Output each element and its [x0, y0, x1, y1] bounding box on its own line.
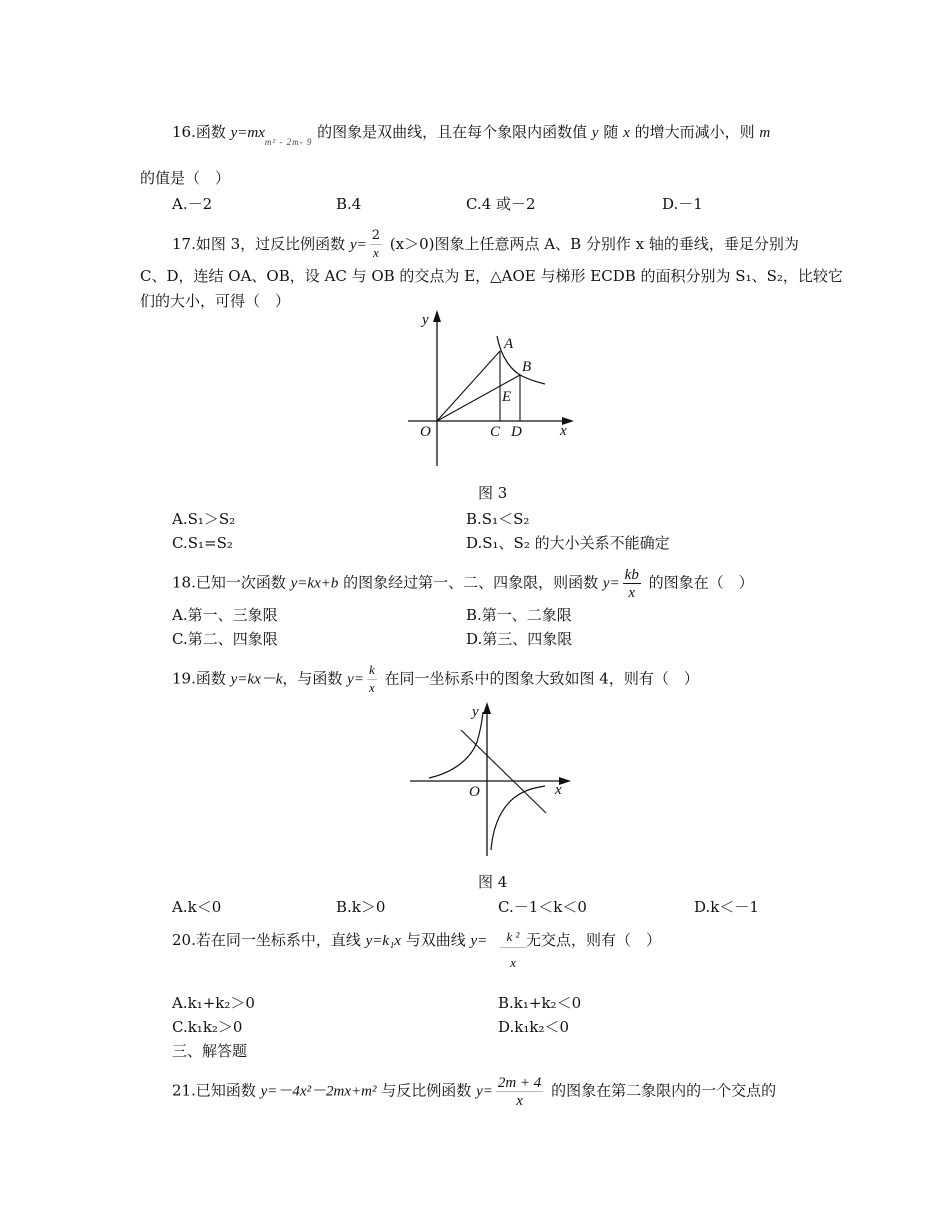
q20-suffix: 无交点，则有（ ）	[526, 931, 662, 949]
q17-option-b: B.S₁＜S₂	[466, 510, 530, 528]
fig4-line	[461, 730, 546, 813]
q20-option-d: D.k₁k₂＜0	[498, 1018, 570, 1036]
fig3-label-y: y	[422, 312, 429, 328]
q17-line3: 们的大小，可得（ ）	[140, 292, 291, 310]
q17-line1: 17.如图 3，过反比例函数 y= $\frac{2}{x}$ (x＞0)图象上任意两点 A、B 分别作 x 轴的垂线，垂足分别为	[172, 228, 799, 260]
q19-line1: 19.函数 y=kx－k，与函数 y= $\frac{k}{x}$ 在同一坐标系中的图象大致如图 4，则有（ ）	[172, 662, 699, 695]
q18-option-d: D.第三、四象限	[466, 630, 573, 648]
figure-3	[400, 308, 580, 470]
fig4-y-arrow	[483, 702, 491, 714]
q19-option-d: D.k＜－1	[694, 898, 759, 916]
q21-fraction: $\frac{2m + 4}{x}$	[497, 1075, 542, 1109]
q16-option-b: B.4	[336, 195, 362, 213]
figure-4-caption: 图 4	[478, 873, 508, 891]
fig3-line-oa	[437, 351, 500, 421]
fig3-y-arrow	[433, 310, 441, 322]
q17-fraction: $\frac{2}{x}$	[371, 228, 380, 260]
figure-3-caption: 图 3	[478, 484, 508, 502]
q20-option-c: C.k₁k₂＞0	[172, 1018, 243, 1036]
fig4-label-y: y	[472, 704, 479, 720]
q17-option-c: C.S₁=S₂	[172, 534, 233, 552]
q16-line2: 的值是（ ）	[140, 169, 231, 187]
q20-option-a: A.k₁+k₂＞0	[172, 994, 255, 1012]
q18-line1: 18.已知一次函数 y=kx+b 的图象经过第一、二、四象限，则函数 y= $\frac{kb}{x}$ 的图象在（ ）	[172, 567, 754, 601]
figure-4	[405, 700, 580, 860]
fig4-label-o: O	[469, 784, 480, 800]
q20-option-b: B.k₁+k₂＜0	[498, 994, 582, 1012]
fig3-label-d: D	[511, 424, 522, 440]
fig4-hyperbola-lower	[491, 786, 545, 850]
fig3-label-b: B	[522, 359, 532, 375]
q16-line1: 16.函数 $y=mx_{m^2 - 2m- 9}$ 的图象是双曲线，且在每个象限内函数值 y 随 x 的增大而减小，则 m	[172, 123, 771, 147]
fig3-label-e: E	[502, 389, 512, 405]
fig3-label-o: O	[420, 424, 431, 440]
q18-fraction: $\frac{kb}{x}$	[624, 567, 639, 601]
fig4-label-x: x	[555, 782, 562, 798]
q18-option-b: B.第一、二象限	[466, 606, 572, 624]
q16-option-c: C.4 或－2	[466, 195, 536, 213]
q19-option-c: C.－1＜k＜0	[498, 898, 587, 916]
fig3-label-x: x	[560, 423, 567, 439]
q20-line1: 20.若在同一坐标系中，直线 y=k₁x 与双曲线 y=	[172, 931, 488, 949]
q16-option-d: D.－1	[662, 195, 703, 213]
fig4-hyperbola-upper	[429, 712, 483, 778]
fig3-label-c: C	[490, 424, 501, 440]
q18-option-c: C.第二、四象限	[172, 630, 278, 648]
q19-option-b: B.k＞0	[336, 898, 386, 916]
q21-line1: 21.已知函数 y=－4x²－2mx+m² 与反比例函数 y= $\frac{2m + 4}{x}$ 的图象在第二象限内的一个交点的	[172, 1075, 777, 1109]
q20-fraction: k ² x	[500, 928, 526, 973]
q19-option-a: A.k＜0	[172, 898, 222, 916]
fig3-label-a: A	[504, 336, 514, 352]
q18-option-a: A.第一、三象限	[172, 606, 278, 624]
section-heading: 三、解答题	[172, 1042, 248, 1060]
q17-line2: C、D，连结 OA、OB，设 AC 与 OB 的交点为 E，△AOE 与梯形 ECDB 的面积分别为 S₁、S₂，比较它	[140, 267, 843, 285]
q17-option-a: A.S₁＞S₂	[172, 510, 236, 528]
q16-option-a: A.－2	[172, 195, 213, 213]
q19-fraction: $\frac{k}{x}$	[368, 662, 375, 695]
q17-option-d: D.S₁、S₂ 的大小关系不能确定	[466, 534, 670, 552]
